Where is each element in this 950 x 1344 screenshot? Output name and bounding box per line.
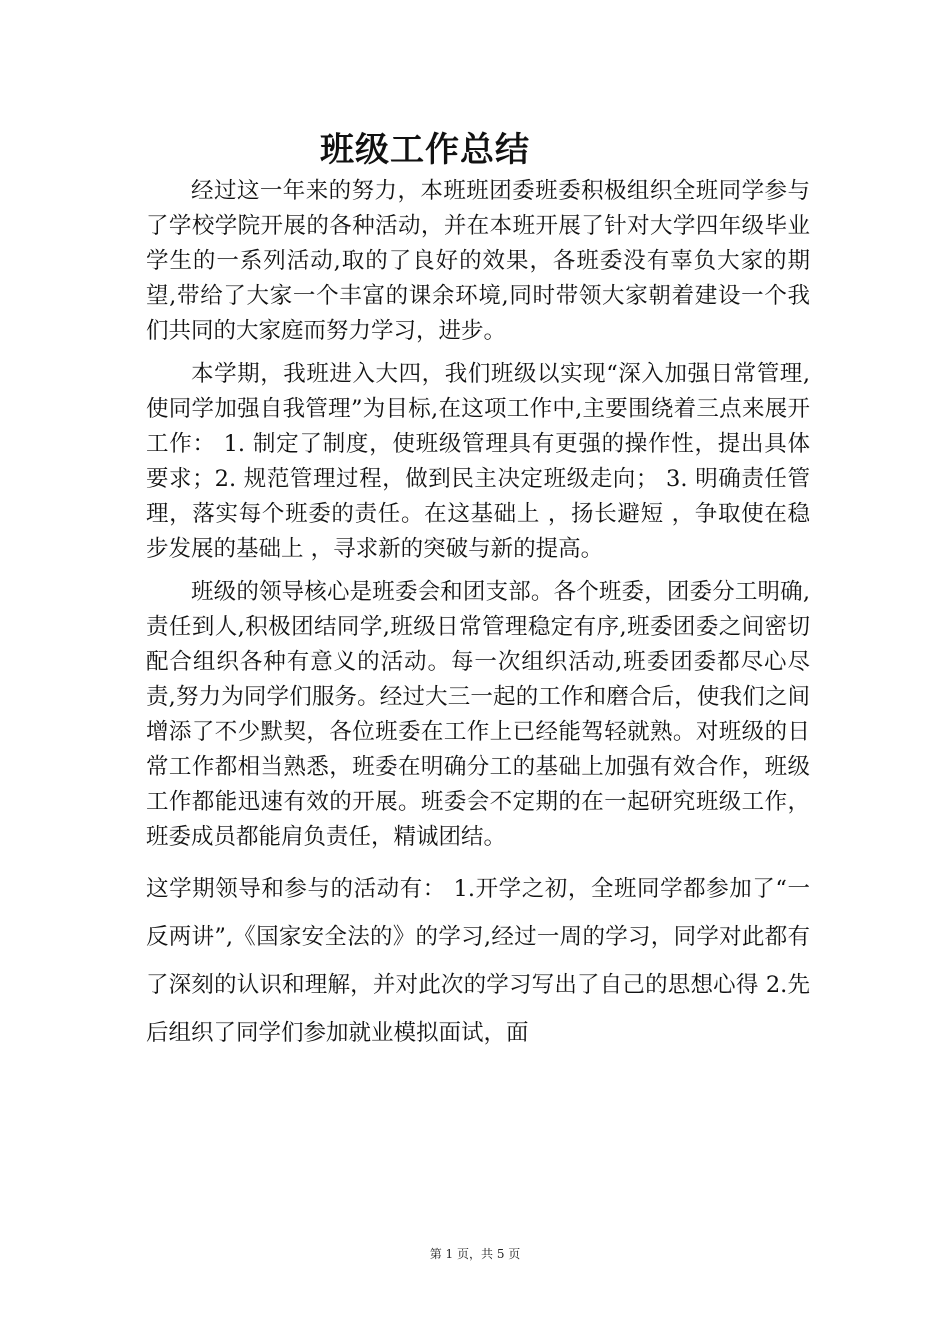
page-footer: 第 1 页，共 5 页 [429,1247,521,1261]
document-body [146,174,810,1057]
paragraph-1: 经过这一年来的努力，本班班团委班委积极组织全班同学参与了学校学院开展的各种活动，并在本班开展了针对大学四年级毕业学生的一系列活动,取的了良好的效果，各班委没有辜负大家的期望,带给了大家一个丰富的课余环境,同时带领大家朝着建设一个我们共同的大家庭而努力学习，进步。 [146,178,810,344]
paragraph-2: 本学期，我班进入大四，我们班级以实现“深入加强日常管理,使同学加强自我管理”为目标,在这项工作中,主要围绕着三点来展开工作： 1. 制定了制度，使班级管理具有更强的操作性，提出具体要求；2. 规范管理过程，做到民主决定班级走向； 3. 明确责任管理，落实每个班委的责任。在这基础上 ，扬长避短 ，争取使在稳步发展的基础上 ，寻求新的突破与新的提高。 [146,361,810,562]
paragraph-4: 这学期领导和参与的活动有： 1.开学之初，全班同学都参加了“一反两讲”,《国家安全法的》的学习,经过一周的学习，同学对此都有了深刻的认识和理解，并对此次的学习写出了自己的思想心得 2.先后组织了同学们参加就业模拟面试，面 [146,876,810,1046]
document-title: 班级工作总结 [320,130,530,170]
paragraph-3: 班级的领导核心是班委会和团支部。各个班委，团委分工明确,责任到人,积极团结同学,班级日常管理稳定有序,班委团委之间密切配合组织各种有意义的活动。每一次组织活动,班委团委都尽心尽责,努力为同学们服务。经过大三一起的工作和磨合后，使我们之间增添了不少默契，各位班委在工作上已经能驾轻就熟。对班级的日常工作都相当熟悉，班委在明确分工的基础上加强有效合作，班级工作都能迅速有效的开展。班委会不定期的在一起研究班级工作，班委成员都能肩负责任，精诚团结。 [146,579,810,850]
